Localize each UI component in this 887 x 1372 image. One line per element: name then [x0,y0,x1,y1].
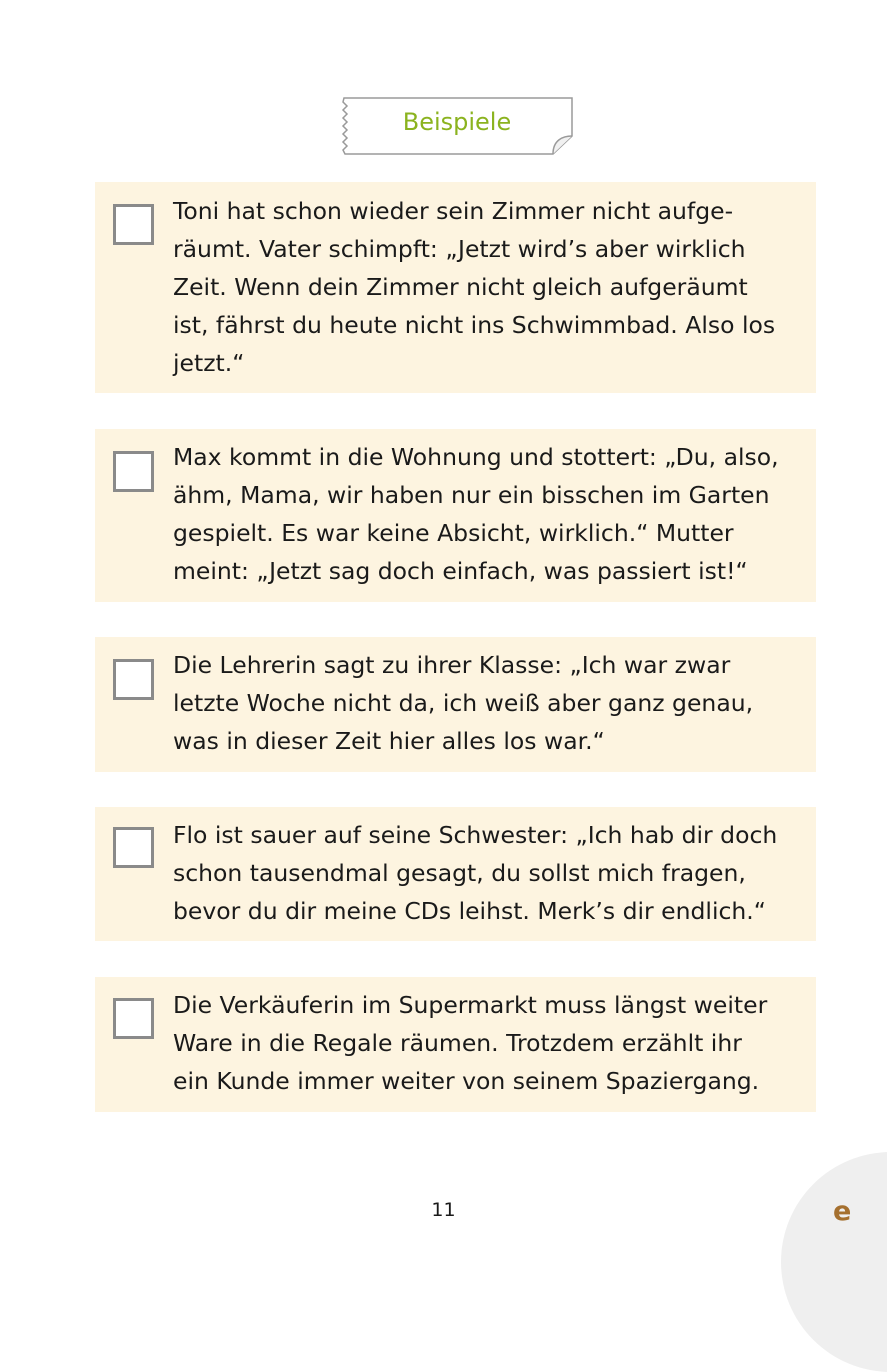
example-text: Flo ist sauer auf seine Schwester: „Ich hab dir doch schon tausendmal gesagt, du sollst mich fragen, bevor du dir meine CDs leihst. Merk’s dir endlich.“ [173,821,778,925]
corner-tab [781,1152,887,1372]
example-text: Max kommt in die Wohnung und stottert: „Du, also, ähm, Mama, wir haben nur ein bisschen im Garten gespielt. Es war keine Absicht, wirklich.“ Mutter meint: „Jetzt sag doch einfach, was passiert ist!“ [173,443,779,585]
example-checkbox[interactable] [113,827,154,868]
section-heading: Beispiele [402,108,512,136]
example-text: Toni hat schon wieder sein Zimmer nicht aufge- räumt. Vater schimpft: „Jetzt wird’s aber wirklich Zeit. Wenn dein Zimmer nicht gleich aufgeräumt ist, fährst du heute nicht ins Schwimmbad. Also los jetzt.“ [173,197,776,377]
example-checkbox[interactable] [113,998,154,1039]
example-checkbox[interactable] [113,204,154,245]
example-card [95,182,816,393]
example-checkbox[interactable] [113,451,154,492]
corner-letter: e [833,1196,852,1227]
section-heading-tag [341,96,573,156]
page-number: 11 [431,1199,456,1221]
example-card [95,977,816,1112]
example-text: Die Verkäuferin im Supermarkt muss längst weiter Ware in die Regale räumen. Trotzdem erzählt ihr ein Kunde immer weiter von seinem Spaziergang. [173,991,768,1095]
example-card [95,637,816,772]
example-card [95,429,816,602]
example-text: Die Lehrerin sagt zu ihrer Klasse: „Ich war zwar letzte Woche nicht da, ich weiß aber ganz genau, was in dieser Zeit hier alles los war.“ [173,651,754,755]
example-checkbox[interactable] [113,659,154,700]
example-card [95,807,816,941]
